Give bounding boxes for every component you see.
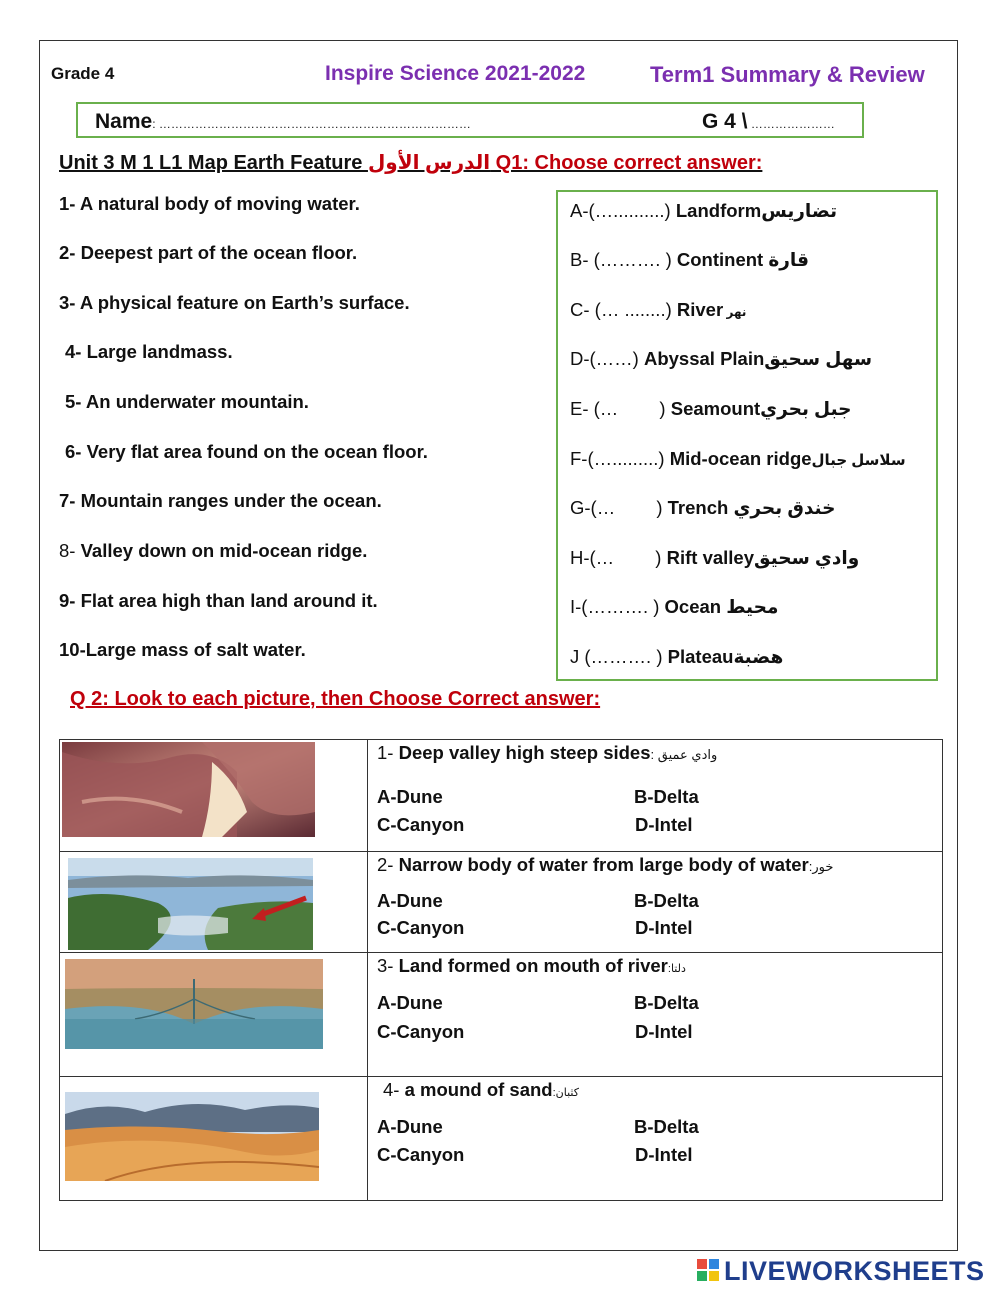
option-i[interactable]: I-(………. ) Ocean محيط xyxy=(570,596,779,617)
option-g[interactable]: G-(… ) Trench خندق بحري xyxy=(570,497,836,518)
picture-cell xyxy=(60,1077,368,1201)
arabic-lesson-label: الدرس الأول xyxy=(367,152,491,174)
question-4: 4- Large landmass. xyxy=(65,341,233,362)
q2-title: Q 2: Look to each picture, then Choose Correct answer: xyxy=(70,688,601,710)
question-7: 7- Mountain ranges under the ocean. xyxy=(59,490,382,511)
choice-a[interactable]: A-Dune xyxy=(377,786,443,807)
grade-label: Grade 4 xyxy=(51,64,115,83)
question-8: 8- Valley down on mid-ocean ridge. xyxy=(59,540,368,561)
question-1: 1- A natural body of moving water. xyxy=(59,193,360,214)
option-a[interactable]: A-(…..........) Landformتضاريس xyxy=(570,200,838,221)
delta-image xyxy=(65,959,323,1049)
table-row xyxy=(60,953,943,1077)
q2-item-1-text: 1- Deep valley high steep sides: وادي عميق xyxy=(377,742,718,763)
choice-c[interactable]: C-Canyon xyxy=(377,1021,465,1042)
group-label: G 4 \ xyxy=(702,110,748,133)
choice-c[interactable]: C-Canyon xyxy=(377,1144,465,1165)
choice-a[interactable]: A-Dune xyxy=(377,992,443,1013)
question-cell xyxy=(368,740,943,852)
q2-item-3-text: 3- Land formed on mouth of river:دلتا xyxy=(377,955,686,976)
option-h[interactable]: H-(… ) Rift valleyوادي سحيق xyxy=(570,547,860,568)
question-5: 5- An underwater mountain. xyxy=(65,391,309,412)
group-field[interactable] xyxy=(702,110,835,134)
question-9: 9- Flat area high than land around it. xyxy=(59,590,378,611)
choice-d[interactable]: D-Intel xyxy=(635,1144,693,1165)
group-dots: ………………… xyxy=(747,117,835,131)
name-label: Name xyxy=(95,110,153,133)
picture-cell xyxy=(60,852,368,953)
choice-d[interactable]: D-Intel xyxy=(635,814,693,835)
dune-image xyxy=(65,1092,319,1181)
q1-label: Q1: Choose correct answer: xyxy=(490,152,763,174)
inlet-image xyxy=(68,858,313,950)
choice-a[interactable]: A-Dune xyxy=(377,890,443,911)
option-e[interactable]: E- (… ) Seamountجبل بحري xyxy=(570,398,852,419)
question-6: 6- Very flat area found on the ocean floor. xyxy=(65,441,428,462)
name-dots: : …………………………………………………………………… xyxy=(152,117,471,131)
choice-b[interactable]: B-Delta xyxy=(634,890,699,911)
option-f[interactable]: F-(….........) Mid-ocean ridgeسلاسل جبال xyxy=(570,448,906,469)
table-row xyxy=(60,740,943,852)
liveworksheets-brand[interactable]: LIVEWORKSHEETS xyxy=(724,1256,985,1286)
course-title: Inspire Science 2021-2022 xyxy=(325,62,586,85)
question-cell xyxy=(368,953,943,1077)
choice-b[interactable]: B-Delta xyxy=(634,1116,699,1137)
question-cell xyxy=(368,1077,943,1201)
option-b[interactable]: B- (………. ) Continent قارة xyxy=(570,249,809,270)
option-j[interactable]: J (………. ) Plateauهضبة xyxy=(570,646,784,667)
question-10: 10-Large mass of salt water. xyxy=(59,639,306,660)
picture-cell xyxy=(60,953,368,1077)
q2-table xyxy=(59,739,943,1201)
q2-item-4-text: 4- a mound of sand:كثبان xyxy=(383,1079,579,1100)
liveworksheets-logo-icon xyxy=(697,1259,719,1281)
option-c[interactable]: C- (… ........) River نهر xyxy=(570,299,747,320)
name-field[interactable] xyxy=(95,110,471,134)
unit-heading xyxy=(59,150,762,175)
picture-cell xyxy=(60,740,368,852)
choice-b[interactable]: B-Delta xyxy=(634,992,699,1013)
option-d[interactable]: D-(……) Abyssal Plainسهل سحيق xyxy=(570,348,873,369)
term-title: Term1 Summary & Review xyxy=(650,62,925,87)
question-cell xyxy=(368,852,943,953)
choice-c[interactable]: C-Canyon xyxy=(377,917,465,938)
choice-b[interactable]: B-Delta xyxy=(634,786,699,807)
q2-item-2-text: 2- Narrow body of water from large body of water:خور xyxy=(377,854,834,875)
question-2: 2- Deepest part of the ocean floor. xyxy=(59,242,358,263)
choice-d[interactable]: D-Intel xyxy=(635,1021,693,1042)
table-row xyxy=(60,852,943,953)
unit-title: Unit 3 M 1 L1 Map Earth Feature xyxy=(59,152,368,174)
choice-d[interactable]: D-Intel xyxy=(635,917,693,938)
canyon-image xyxy=(62,742,315,837)
choice-c[interactable]: C-Canyon xyxy=(377,814,465,835)
question-3: 3- A physical feature on Earth’s surface. xyxy=(59,292,410,313)
choice-a[interactable]: A-Dune xyxy=(377,1116,443,1137)
table-row xyxy=(60,1077,943,1201)
